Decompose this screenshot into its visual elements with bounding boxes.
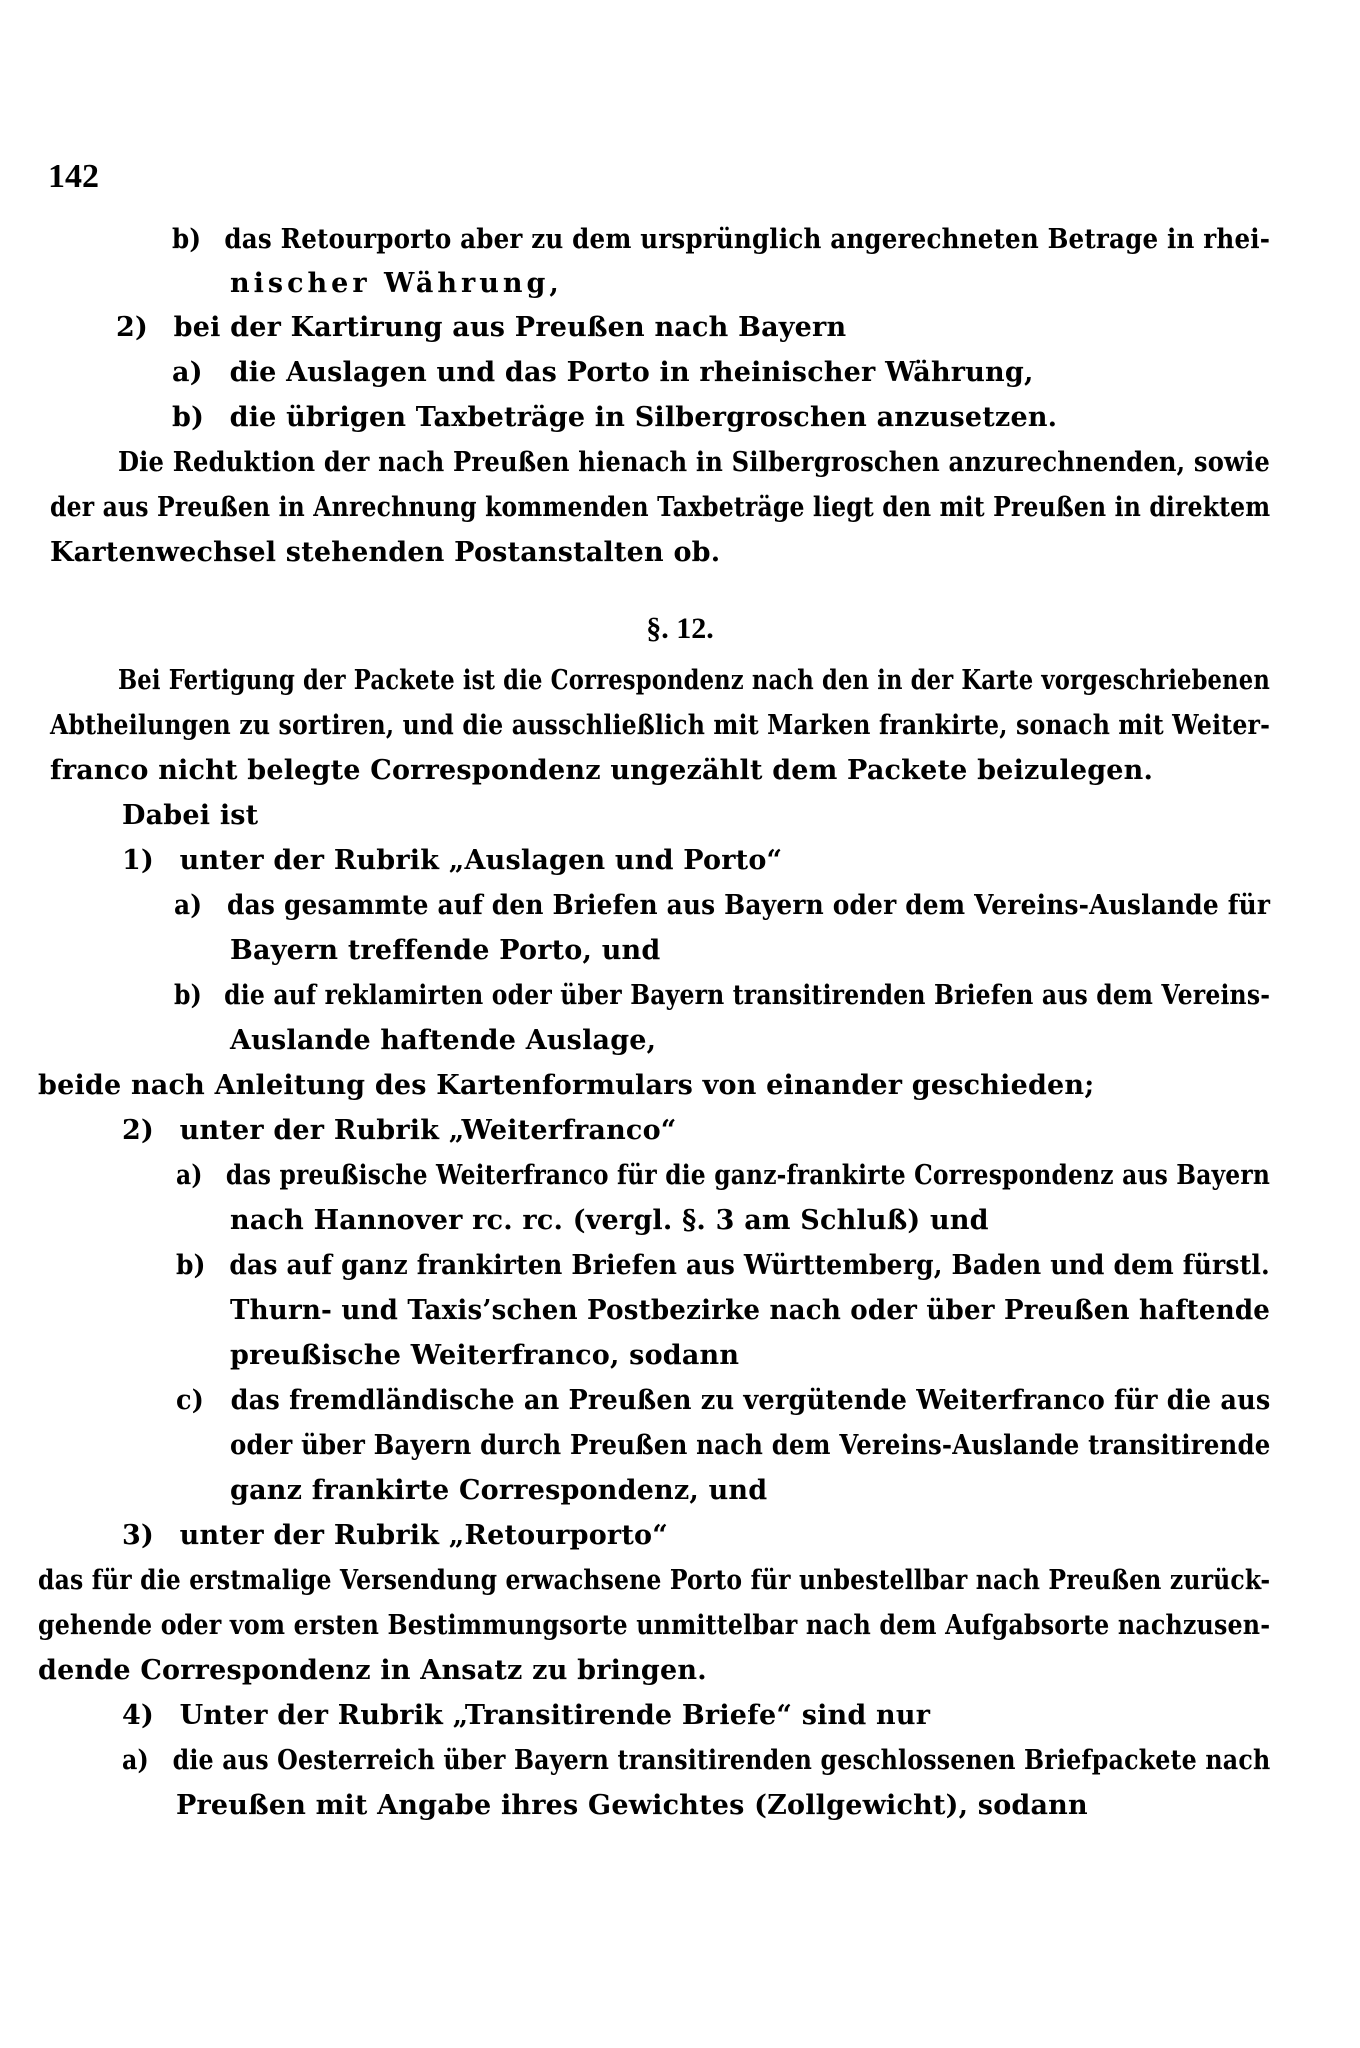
list-item-b-taxbetraege — [172, 400, 1057, 436]
item-text: das auf ganz frankirten Briefen aus Württemberg, Baden und dem fürstl. — [229, 1250, 1270, 1281]
list-item-continuation: Bayern treffende Porto, und — [230, 935, 661, 966]
paragraph-line: der aus Preußen in Anrechnung kommenden Taxbeträge liegt den mit Preußen in direktem — [50, 492, 1271, 523]
list-item-2-kartirung — [116, 310, 846, 346]
section-heading: §. 12. — [646, 612, 714, 645]
item-label: b) — [174, 980, 202, 1011]
list-item-continuation: nach Hannover rc. rc. (vergl. §. 3 am Schluß) und — [230, 1205, 989, 1236]
paragraph-line: dende Correspondenz in Ansatz zu bringen. — [38, 1655, 707, 1686]
list-item-2b — [176, 1248, 1270, 1284]
item-label: a) — [174, 890, 203, 921]
paragraph-line: gehende oder vom ersten Bestimmungsorte unmittelbar nach dem Aufgabsorte nachzusen- — [38, 1610, 1271, 1641]
list-item-b-retourporto — [172, 222, 1270, 258]
list-item-continuation: oder über Bayern durch Preußen nach dem Vereins-Auslande transitirende — [230, 1430, 1271, 1461]
list-item-1 — [122, 843, 782, 879]
list-item-continuation: preußische Weiterfranco, sodann — [230, 1340, 740, 1371]
list-item-continuation: Thurn- und Taxis’schen Postbezirke nach oder über Preußen haftende — [230, 1295, 1271, 1326]
list-item-continuation: nischer Währung, — [230, 268, 563, 299]
item-text: das Retourporto aber zu dem ursprünglich angerechneten Betrage in rhei- — [224, 224, 1271, 255]
item-label: c) — [176, 1385, 205, 1416]
item-label: a) — [172, 357, 203, 388]
list-item-continuation: ganz frankirte Correspondenz, und — [230, 1475, 768, 1506]
item-label: a) — [122, 1745, 149, 1776]
paragraph-line: franco nicht belegte Correspondenz ungezählt dem Packete beizulegen. — [50, 755, 1154, 786]
item-text: das fremdländische an Preußen zu vergütende Weiterfranco für die aus — [230, 1385, 1271, 1416]
paragraph-line: beide nach Anleitung des Kartenformulars von einander geschieden; — [38, 1070, 1095, 1101]
item-label: b) — [172, 402, 205, 433]
item-text: unter der Rubrik „Weiterfranco“ — [179, 1115, 677, 1146]
item-label: 2) — [116, 312, 148, 343]
page-number: 142 — [48, 158, 99, 195]
list-item-2 — [122, 1113, 677, 1149]
item-text: bei der Kartirung aus Preußen nach Bayern — [173, 312, 847, 343]
item-label: 3) — [122, 1520, 154, 1551]
item-text: die übrigen Taxbeträge in Silbergroschen anzusetzen. — [229, 402, 1058, 433]
item-text: Unter der Rubrik „Transitirende Briefe“ sind nur — [179, 1700, 931, 1731]
item-label: 2) — [122, 1115, 154, 1146]
item-label: 1) — [122, 845, 154, 876]
list-item-2a — [176, 1158, 1270, 1194]
item-text: das gesammte auf den Briefen aus Bayern oder dem Vereins-Auslande für — [227, 890, 1271, 921]
item-label: a) — [176, 1160, 203, 1191]
list-item-4 — [122, 1698, 930, 1734]
item-text: die Auslagen und das Porto in rheinischer Währung, — [229, 357, 1034, 388]
paragraph-line: Abtheilungen zu sortiren, und die ausschließlich mit Marken frankirte, sonach mit Weiter- — [50, 710, 1271, 741]
item-text: das preußische Weiterfranco für die ganz-frankirte Correspondenz aus Bayern — [225, 1160, 1271, 1191]
item-text: unter der Rubrik „Auslagen und Porto“ — [179, 845, 783, 876]
paragraph-line: das für die erstmalige Versendung erwachsene Porto für unbestellbar nach Preußen zurück- — [38, 1565, 1271, 1596]
item-label: b) — [176, 1250, 206, 1281]
item-label: 4) — [122, 1700, 154, 1731]
list-item-3 — [122, 1518, 668, 1554]
list-item-continuation: Preußen mit Angabe ihres Gewichtes (Zollgewicht), sodann — [176, 1790, 1088, 1821]
item-text: unter der Rubrik „Retourporto“ — [179, 1520, 668, 1551]
list-item-1b — [174, 978, 1270, 1014]
item-text: die auf reklamirten oder über Bayern transitirenden Briefen aus dem Vereins- — [224, 980, 1271, 1011]
list-item-4a — [122, 1743, 1270, 1779]
paragraph-line: Kartenwechsel stehenden Postanstalten ob. — [50, 537, 721, 568]
item-text: die aus Oesterreich über Bayern transitirenden geschlossenen Briefpackete nach — [172, 1745, 1271, 1776]
dabei-line: Dabei ist — [122, 800, 259, 831]
list-item-2c — [176, 1383, 1270, 1419]
list-item-a-auslagen — [172, 355, 1034, 391]
item-label: b) — [172, 224, 202, 255]
paragraph-line: Bei Fertigung der Packete ist die Correspondenz nach den in der Karte vorgeschriebenen — [118, 665, 1270, 696]
list-item-continuation: Auslande haftende Auslage, — [230, 1025, 657, 1056]
paragraph-line: Die Reduktion der nach Preußen hienach in Silbergroschen anzurechnenden, sowie — [118, 447, 1271, 478]
list-item-1a — [174, 888, 1270, 924]
